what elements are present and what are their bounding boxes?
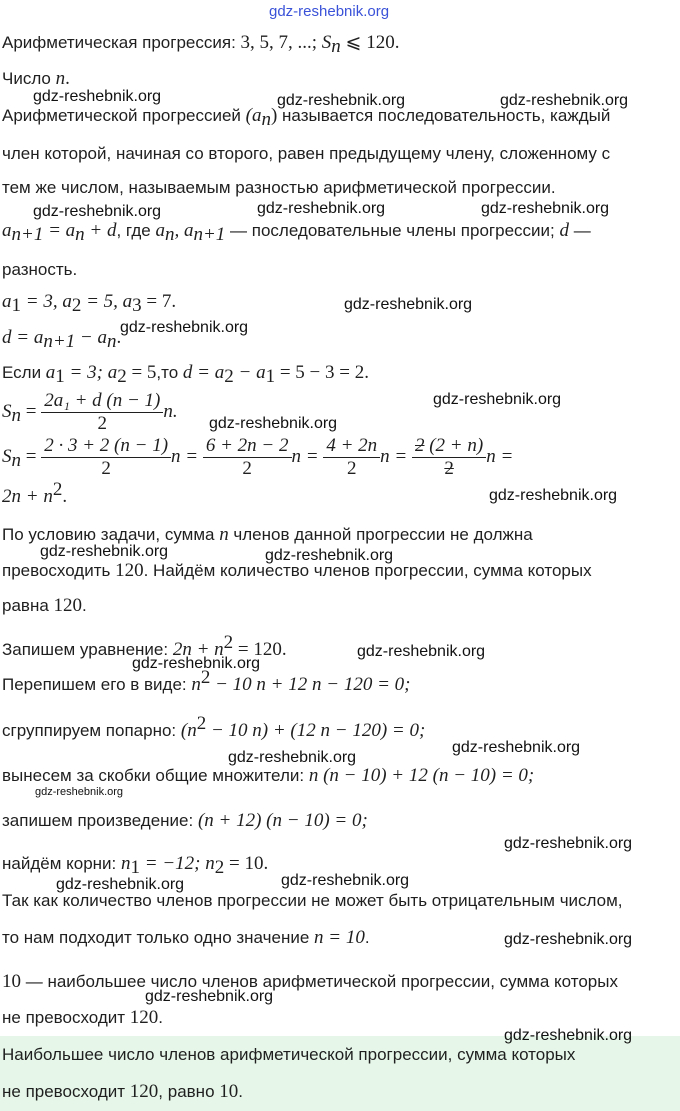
dc-t2: ,то [156, 363, 183, 382]
ans-m1: 120 [129, 1081, 159, 1102]
rs-m: n = 10 [314, 927, 365, 948]
d-s1: n+1 [43, 331, 76, 352]
d-s2: n [106, 331, 117, 352]
problem-statement [2, 31, 399, 55]
sf-eq: = [21, 401, 42, 422]
eq-t1: Запишем уравнение: [2, 640, 173, 659]
definition-line-3: тем же числом, называемым разностью арифметической прогрессии. [2, 178, 556, 197]
def-math: (a [245, 105, 262, 126]
d-c: . [116, 327, 122, 348]
t-c: = 5, a [81, 291, 133, 312]
c3-t1: равна [2, 596, 54, 615]
sf-den: 2 [97, 413, 108, 435]
sum-formula [2, 388, 178, 436]
statement-seq: 3, 5, 7, ...; [240, 32, 322, 53]
formula-line [2, 219, 591, 243]
eq-a: 2n + n [172, 639, 224, 660]
f-s5: n+1 [193, 224, 226, 245]
pr-t1: запишем произведение: [2, 811, 198, 830]
dc-s2: 2 [117, 366, 127, 387]
t-a: a [2, 291, 12, 312]
f-s1: n+1 [11, 224, 44, 245]
watermark: gdz-reshebnik.org [56, 876, 185, 893]
watermark: gdz-reshebnik.org [481, 200, 610, 217]
conclusion-line-1 [2, 970, 618, 994]
sf-s: S [2, 401, 12, 422]
sc-e1: n = [171, 446, 203, 467]
dc-s4: 1 [265, 366, 276, 387]
rw-sup: 2 [200, 667, 211, 688]
c2-m: 120 [115, 560, 144, 581]
sc-num1: 2 · 3 + 2 (n − 1) [41, 435, 171, 458]
sf-n: n. [163, 401, 178, 422]
watermark: gdz-reshebnik.org [120, 319, 249, 336]
watermark: gdz-reshebnik.org [504, 835, 633, 852]
sf-sub: n [11, 405, 21, 426]
answer-type-dot: . [65, 68, 70, 89]
sc-s: S [2, 446, 12, 467]
rt-s2: 2 [214, 857, 225, 878]
statement-rest: ⩽ 120. [340, 32, 400, 53]
conclusion-line-2 [2, 1006, 163, 1030]
reasoning-line-2 [2, 926, 370, 950]
gr-a: (n [180, 720, 197, 741]
c1-n: n [219, 524, 229, 545]
dc-s3: 2 [224, 366, 234, 387]
rt-b: = −12; n [140, 853, 215, 874]
f-d: d [559, 220, 569, 241]
sum-calc [2, 433, 513, 481]
c2-t1: превосходить [2, 561, 116, 580]
watermark: gdz-reshebnik.org [228, 749, 357, 766]
difference-calc [2, 361, 369, 385]
rw-t1: Перепишем его в виде: [2, 675, 192, 694]
f-a5: , a [174, 220, 194, 241]
f-a4: a [155, 220, 165, 241]
eq-sup: 2 [223, 632, 234, 653]
dc-d: d = a [182, 362, 225, 383]
sc-den1: 2 [101, 458, 111, 480]
watermark: gdz-reshebnik.org [209, 415, 338, 432]
rewrite-line [2, 667, 411, 697]
sc-num3: 4 + 2n [323, 435, 380, 458]
rw-a: n [191, 674, 201, 695]
sc-frac-1 [41, 435, 171, 480]
statement-s: S [321, 32, 332, 53]
rt-a: n [121, 853, 131, 874]
def-close: ) [270, 105, 278, 126]
dc-c: = 5 [126, 362, 157, 383]
fo-m: n (n − 10) + 12 (n − 10) = 0; [308, 765, 535, 786]
sr-sup: 2 [52, 479, 63, 500]
sc-e3: n = [380, 446, 412, 467]
cn2-t1: не превосходит [2, 1008, 130, 1027]
product-line [2, 809, 368, 833]
condition-line-3 [2, 594, 87, 618]
rt-c: = 10. [224, 853, 269, 874]
watermark: gdz-reshebnik.org [277, 92, 406, 109]
roots-line [2, 852, 268, 876]
gr-sup: 2 [196, 713, 207, 734]
definition-end: разность. [2, 260, 78, 279]
watermark: gdz-reshebnik.org [40, 543, 169, 560]
watermark: gdz-reshebnik.org [35, 786, 124, 798]
eq-b: = 120. [233, 639, 287, 660]
watermark: gdz-reshebnik.org [500, 92, 629, 109]
watermark: gdz-reshebnik.org [344, 296, 473, 313]
gr-b: − 10 n) + (12 n − 120) = 0; [206, 720, 426, 741]
cn-t: — наибольшее число членов арифметической прогрессии, сумма которых [21, 972, 618, 991]
sc-num2: 6 + 2n − 2 [203, 435, 292, 458]
f-t1: , где [116, 221, 156, 240]
watermark: gdz-reshebnik.org [33, 88, 162, 105]
cn2-t2: . [158, 1008, 164, 1027]
cn2-m: 120 [129, 1007, 159, 1028]
watermark-top: gdz-reshebnik.org [269, 3, 390, 20]
dc-e: − a [233, 362, 266, 383]
watermark: gdz-reshebnik.org [132, 655, 261, 672]
c3-m: 120 [53, 595, 83, 616]
definition-line-2: член которой, начиная со второго, равен предыдущему члену, сложенному с [2, 144, 611, 163]
t-s1: 1 [11, 295, 21, 316]
sum-result [2, 479, 68, 509]
def-post: называется последовательность, каждый [277, 106, 611, 125]
sc-num4 [412, 435, 486, 458]
rw-b: − 10 n + 12 n − 120 = 0; [210, 674, 411, 695]
sc-den2: 2 [242, 458, 252, 480]
f-t3: — [568, 221, 591, 240]
watermark: gdz-reshebnik.org [281, 872, 410, 889]
c1-t2: членов данной прогрессии не должна [228, 525, 533, 544]
d-b: − a [75, 327, 107, 348]
c2-t2: . Найдём количество членов прогрессии, сумма которых [143, 561, 592, 580]
sf-num: 2a₁ + d (n − 1) [41, 390, 163, 413]
rs-t2: . [364, 928, 370, 947]
watermark: gdz-reshebnik.org [489, 487, 618, 504]
reasoning-line-1: Так как количество членов прогрессии не может быть отрицательным числом, [2, 891, 623, 910]
sr-b: . [62, 486, 68, 507]
watermark: gdz-reshebnik.org [33, 203, 162, 220]
sc-eq: = [21, 446, 42, 467]
gr-t1: сгруппируем попарно: [2, 721, 181, 740]
ans-m2: 10 [219, 1081, 239, 1102]
sc-frac-4 [412, 435, 486, 480]
watermark: gdz-reshebnik.org [257, 200, 386, 217]
c3-t2: . [82, 596, 87, 615]
ans-t2: , равно [158, 1082, 220, 1101]
f-a1: a [2, 220, 12, 241]
t-s2: 2 [71, 295, 82, 316]
def-pre: Арифметической прогрессией [2, 106, 246, 125]
f-a3: + d [84, 220, 117, 241]
dc-a: a [45, 362, 56, 383]
watermark: gdz-reshebnik.org [504, 1027, 633, 1044]
watermark: gdz-reshebnik.org [504, 931, 633, 948]
f-t2: — последовательные члены прогрессии; [225, 221, 560, 240]
sc-den4: 2 [444, 458, 454, 480]
f-s2: n [75, 224, 85, 245]
dc-b: = 3; a [64, 362, 118, 383]
answer-type-label: Число [2, 69, 56, 88]
sr-a: 2n + n [2, 486, 53, 507]
watermark: gdz-reshebnik.org [145, 988, 274, 1005]
t-d: = 7. [141, 291, 177, 312]
ans-t1: не превосходит [2, 1082, 130, 1101]
dc-s1: 1 [55, 366, 65, 387]
c1-t1: По условию задачи, сумма [2, 525, 220, 544]
t-s3: 3 [132, 295, 142, 316]
ans-t3: . [238, 1082, 243, 1101]
sc-e2: n = [291, 446, 324, 467]
cn-m: 10 [2, 971, 21, 992]
watermark: gdz-reshebnik.org [433, 391, 562, 408]
statement-s-sub: n [331, 36, 341, 57]
t-b: = 3, a [21, 291, 72, 312]
rt-s1: 1 [130, 857, 140, 878]
rt-t1: найдём корни: [2, 854, 121, 873]
watermark: gdz-reshebnik.org [452, 739, 581, 756]
group-line [2, 713, 426, 743]
fo-t1: вынесем за скобки общие множители: [2, 766, 309, 785]
sc-sub: n [11, 450, 21, 471]
f-s4: n [164, 224, 175, 245]
sc-frac-2 [203, 435, 292, 480]
sc-num4-rest: (2 + n) [424, 435, 484, 457]
terms-line [2, 290, 176, 314]
sc-frac-3 [323, 435, 380, 480]
rs-t1: то нам подходит только одно значение [2, 928, 315, 947]
def-math-sub: n [261, 109, 271, 130]
sc-num4-cancel: 2 [414, 435, 425, 457]
answer-line-2 [2, 1080, 243, 1104]
pr-m: (n + 12) (n − 10) = 0; [197, 810, 368, 831]
watermark: gdz-reshebnik.org [265, 547, 394, 564]
watermark: gdz-reshebnik.org [357, 643, 486, 660]
dc-f: = 5 − 3 = 2. [275, 362, 369, 383]
dc-t1: Если [2, 363, 46, 382]
sc-den3: 2 [346, 458, 357, 480]
sc-e4: n = [486, 446, 514, 467]
answer-line-1: Наибольшее число членов арифметической прогрессии, сумма которых [2, 1045, 576, 1064]
sf-fraction [41, 390, 163, 435]
answer-type-n: n [55, 68, 66, 89]
d-a: d = a [2, 327, 44, 348]
difference-formula [2, 326, 121, 350]
statement-label: Арифметическая прогрессия: [2, 33, 241, 52]
f-a2: = a [43, 220, 76, 241]
